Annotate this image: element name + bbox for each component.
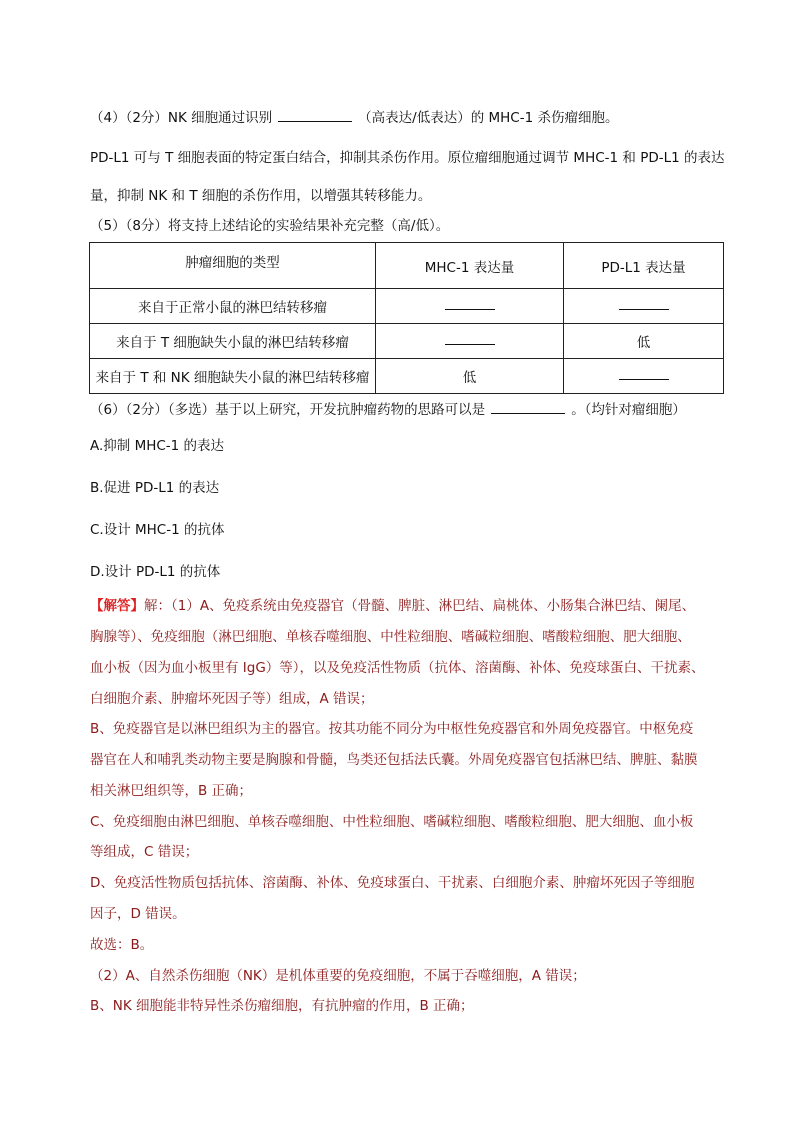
question-4-blank[interactable] <box>278 108 352 122</box>
table-header-mhc: MHC-1 表达量 <box>376 243 564 289</box>
question-6 <box>90 400 686 420</box>
table-row <box>90 359 724 394</box>
table-cell-type: 来自于正常小鼠的淋巴结转移瘤 <box>90 289 376 324</box>
table-cell-type: 来自于 T 和 NK 细胞缺失小鼠的淋巴结转移瘤 <box>90 359 376 394</box>
answer-line <box>90 596 695 616</box>
question-4-suffix: （高表达/低表达）的 MHC-1 杀伤瘤细胞。 <box>358 110 619 126</box>
info-line-2: 量，抑制 NK 和 T 细胞的杀伤作用，以增强其转移能力。 <box>90 188 432 204</box>
answer-line: B、NK 细胞能非特异性杀伤瘤细胞，有抗肿瘤的作用，B 正确； <box>90 998 474 1014</box>
answer-line: B、免疫器官是以淋巴组织为主的器官。按其功能不同分为中枢性免疫器官和外周免疫器官。中枢免疫 <box>90 721 694 737</box>
table-cell-pdl1: 低 <box>564 324 724 359</box>
answer-line: 等组成，C 错误； <box>90 844 199 860</box>
table-header-row <box>90 243 724 289</box>
question-6-blank[interactable] <box>491 400 565 414</box>
table-header-type: 肿瘤细胞的类型 <box>90 243 376 289</box>
answer-tag: 【解答】 <box>90 598 144 614</box>
info-line-1: PD-L1 可与 T 细胞表面的特定蛋白结合，抑制其杀伤作用。原位瘤细胞通过调节 MHC-1 和 PD-L1 的表达 <box>90 150 725 166</box>
answer-line: 相关淋巴组织等，B 正确； <box>90 783 253 799</box>
answer-line: 因子，D 错误。 <box>90 906 186 922</box>
answer-line: （2）A、自然杀伤细胞（NK）是机体重要的免疫细胞，不属于吞噬细胞，A 错误； <box>90 968 586 984</box>
answer-blank[interactable] <box>445 299 495 310</box>
question-4 <box>90 108 619 128</box>
table-cell-type: 来自于 T 细胞缺失小鼠的淋巴结转移瘤 <box>90 324 376 359</box>
answer-text: 解：（1）A、免疫系统由免疫器官（骨髓、脾脏、淋巴结、扁桃体、小肠集合淋巴结、阑尾、 <box>144 598 696 614</box>
answer-blank[interactable] <box>619 299 669 310</box>
question-4-prefix: （4）（2分）NK 细胞通过识别 <box>90 110 273 126</box>
table-cell-pdl1[interactable] <box>564 359 724 394</box>
answer-line: 器官在人和哺乳类动物主要是胸腺和骨髓，鸟类还包括法氏囊。外周免疫器官包括淋巴结、脾脏、黏膜 <box>90 752 698 768</box>
answer-line: 白细胞介素、肿瘤坏死因子等）组成，A 错误； <box>90 691 374 707</box>
option-a[interactable]: A.抑制 MHC-1 的表达 <box>90 438 225 454</box>
answer-line: 血小板（因为血小板里有 IgG）等），以及免疫活性物质（抗体、溶菌酶、补体、免疫球蛋白、干扰素、 <box>90 660 705 676</box>
experiment-table <box>89 242 724 394</box>
question-6-suffix: 。（均针对瘤细胞） <box>571 402 686 418</box>
table-header-pdl1: PD-L1 表达量 <box>564 243 724 289</box>
question-6-prefix: （6）（2分）（多选）基于以上研究，开发抗肿瘤药物的思路可以是 <box>90 402 486 418</box>
answer-blank[interactable] <box>445 334 495 345</box>
table-cell-mhc[interactable] <box>376 289 564 324</box>
option-d[interactable]: D.设计 PD-L1 的抗体 <box>90 564 221 580</box>
answer-blank[interactable] <box>619 369 669 380</box>
option-c[interactable]: C.设计 MHC-1 的抗体 <box>90 522 225 538</box>
table-cell-pdl1[interactable] <box>564 289 724 324</box>
table-cell-mhc: 低 <box>376 359 564 394</box>
option-b[interactable]: B.促进 PD-L1 的表达 <box>90 480 220 496</box>
answer-line: C、免疫细胞由淋巴细胞、单核吞噬细胞、中性粒细胞、嗜碱粒细胞、嗜酸粒细胞、肥大细胞、血小板 <box>90 814 694 830</box>
question-5-title: （5）（8分）将支持上述结论的实验结果补充完整（高/低）。 <box>90 218 450 234</box>
table-cell-mhc[interactable] <box>376 324 564 359</box>
answer-line: 故选：B。 <box>90 937 154 953</box>
answer-line: 胸腺等）、免疫细胞（淋巴细胞、单核吞噬细胞、中性粒细胞、嗜碱粒细胞、嗜酸粒细胞、肥大细胞、 <box>90 629 691 645</box>
table-row <box>90 324 724 359</box>
table-row <box>90 289 724 324</box>
answer-line: D、免疫活性物质包括抗体、溶菌酶、补体、免疫球蛋白、干扰素、白细胞介素、肿瘤坏死因子等细胞 <box>90 875 695 891</box>
